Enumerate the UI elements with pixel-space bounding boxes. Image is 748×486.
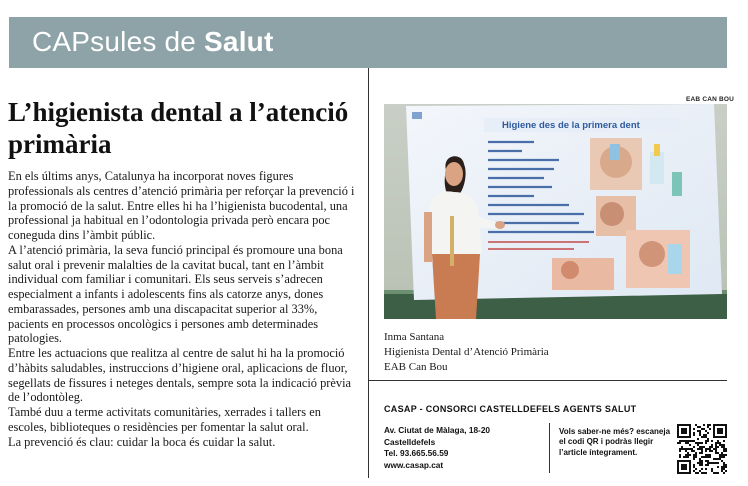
caption-center: EAB Can Bou (384, 361, 448, 373)
qr-divider (549, 423, 550, 473)
photo-caption (384, 330, 549, 375)
photo-illustration (384, 104, 727, 319)
address-phone: Tel. 93.665.56.59 (384, 448, 449, 458)
qr-code-icon[interactable] (677, 424, 727, 474)
article-title: L’higienista dental a l’atenció primària (8, 97, 349, 159)
article-paragraph: També duu a terme activitats comunitàries, xerrades i tallers en escoles, biblioteques o residències per fomentar la salut oral. (8, 405, 321, 434)
photo-credit: EAB CAN BOU (686, 96, 735, 103)
address-website[interactable]: www.casap.cat (384, 459, 444, 470)
qr-code-graphic (677, 424, 727, 474)
footer-address (384, 425, 490, 471)
article-paragraph: La prevenció és clau: cuidar la boca és cuidar la salut. (8, 434, 276, 449)
address-line: Av. Ciutat de Màlaga, 18-20 (384, 425, 491, 435)
slide-title: Higiene des de la primera dent (502, 120, 640, 131)
article-photo (384, 104, 727, 319)
section-title-prefix: CAPsules de (32, 26, 205, 57)
article-paragraph: Entre les actuacions que realitza al centre de salut hi ha la promoció d’hàbits saludables, instruccions d’higiene oral, aplicacions de fluor, segellats de fissures i neteges dentals, sempre sota la indicació prèvia de l’odontòleg. (8, 346, 352, 405)
section-title-bold: Salut (204, 26, 274, 57)
address-line: Castelldefels (384, 436, 436, 447)
qr-prompt: Vols saber-ne més? escaneja el codi QR i podràs llegir l’article íntegrament. (559, 427, 671, 457)
article-body (8, 169, 360, 449)
footer-org-title: CASAP - CONSORCI CASTELLDEFELS AGENTS SALUT (384, 404, 637, 414)
footer-divider (369, 380, 727, 381)
caption-name: Inma Santana (384, 331, 445, 343)
article-paragraph: A l’atenció primària, la seva funció principal és promoure una bona salut oral i prevenir malalties de la cavitat bucal, tant en l’àmbit individual com familiar i comunitari. Els seus serveis s’adrecen especialment a infants i adolescents fins als catorze anys, dones embarassades, persones amb una discapacitat superior al 33%, pacients en processos oncològics i persones amb determinades patologies. (8, 242, 343, 346)
section-title (32, 26, 274, 58)
section-banner (9, 17, 727, 68)
column-divider (368, 68, 369, 478)
article-paragraph: En els últims anys, Catalunya ha incorporat noves figures professionals als centres d’atenció primària per reforçar la prevenció i la promoció de la salut. Entre elles hi ha l’higienista bucodental, una professional ja habitual en l’odontologia privada però encara poc coneguda dins l’àmbit públic. (8, 169, 355, 242)
caption-role: Higienista Dental d’Atenció Primària (384, 346, 549, 358)
